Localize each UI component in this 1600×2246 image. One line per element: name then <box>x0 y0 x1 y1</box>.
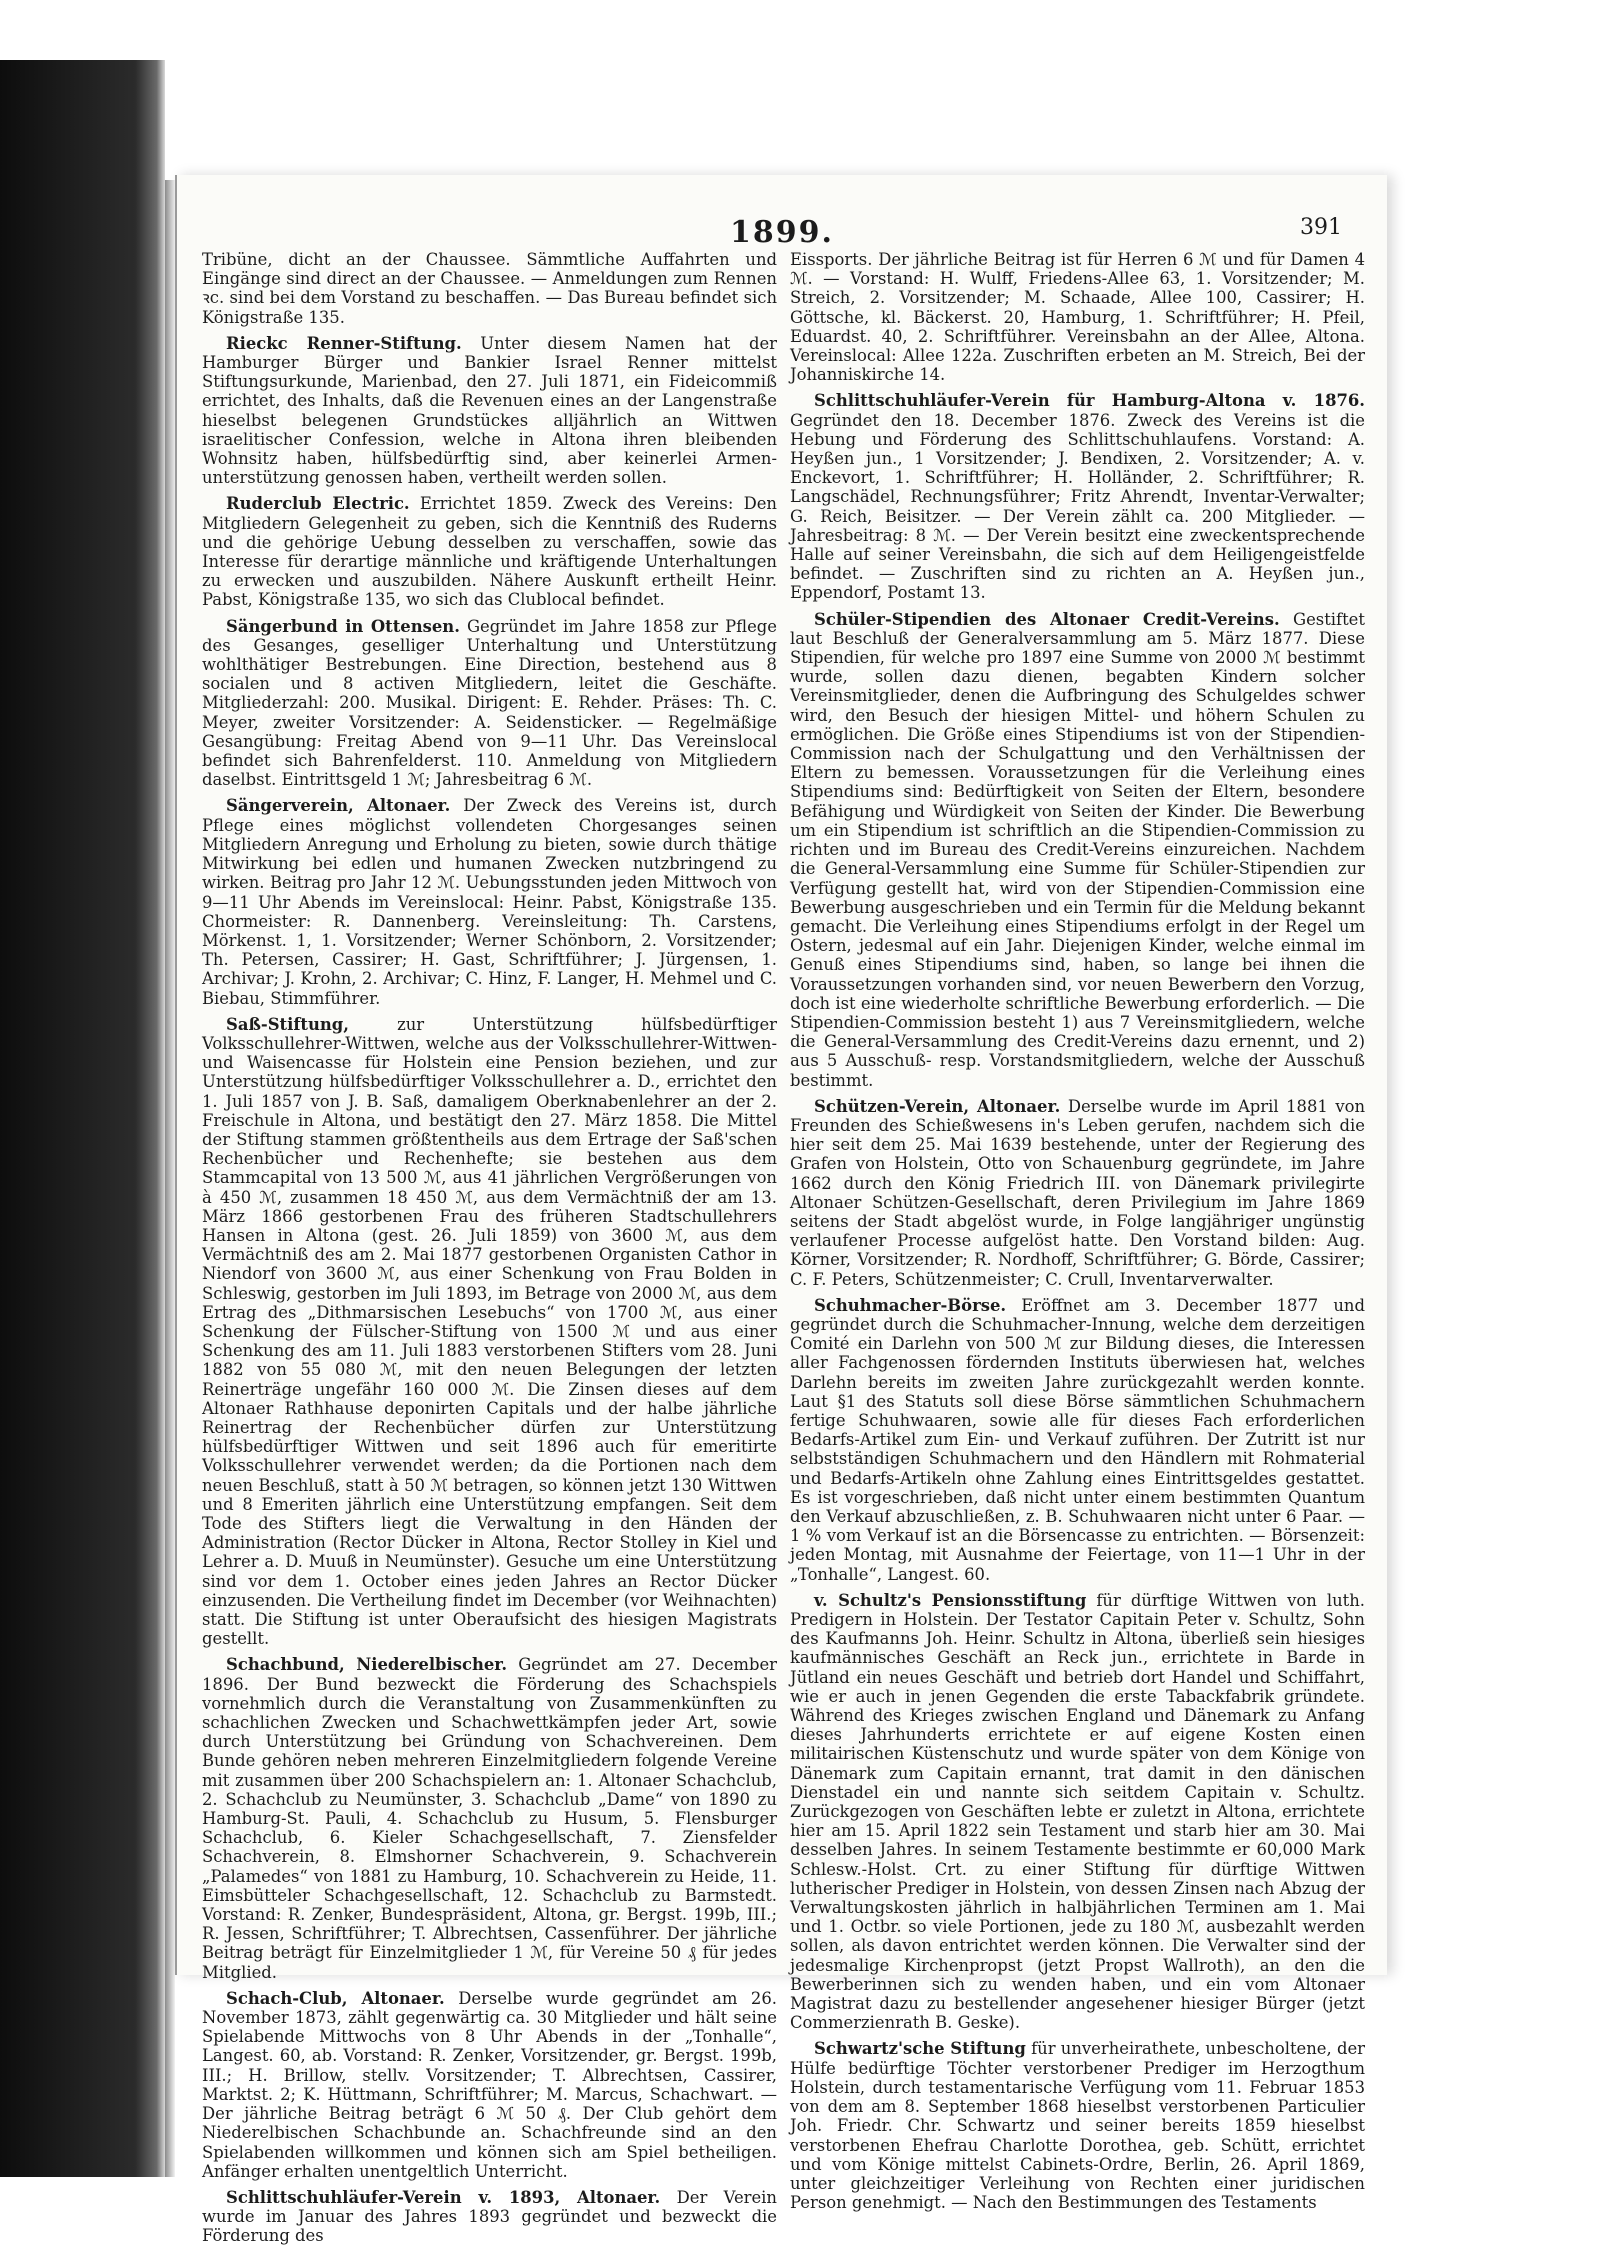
entry-text: für unverheirathete, unbescholtene, der Hülfe bedürftige Töchter verstorbener Prediger im Herzogthum Holstein, durch testamentarische Verfügung vom 11. Februar 1853 von dem am 8. September 1868 hieselbst verstorbenen Particulier Joh. Friedr. Chr. Schwartz und seiner bereits 1859 hieselbst verstorbenen Ehefrau Charlotte Dorothea, geb. Schütt, errichtet und vom Könige mittelst Cabinets-Ordre, Berlin, 26. April 1869, unter gleichzeitiger Verleihung von Rechten einer juridischen Person genehmigt. — Nach den Bestimmungen des Testaments <box>790 2039 1365 2213</box>
entry <box>790 2039 1365 2212</box>
entry <box>790 1097 1365 1289</box>
entry-title: Schlittschuhläufer-Verein v. 1893, Altonaer. <box>226 2187 661 2207</box>
entry-text: zur Unterstützung hülfsbedürftiger Volksschullehrer-Wittwen, welche aus der Volksschullehrer-Wittwen- und Waisencasse für Holstein eine Pension beziehen, und zur Unterstützung hülfsbedürftiger Volksschullehrer a. D., errichtet den 1. Juli 1857 von J. B. Saß, damaligem Oberknabenlehrer an der 2. Freischule in Altona, und bestätigt den 27. März 1858. Die Mittel der Stiftung stammen größtentheils aus dem Ertrage der Saß'schen Rechenbücher und Rechenhefte; sie bestehen aus dem Stammcapital von 13 500 ℳ, aus 41 jährlichen Vergrößerungen von à 450 ℳ, zusammen 18 450 ℳ, aus dem Vermächtniß der am 13. März 1866 gestorbenen Frau des früheren Stadtschullehrers Hansen in Altona (gest. 26. Juli 1859) von 3600 ℳ, aus dem Vermächtniß des am 2. Mai 1877 gestorbenen Organisten Cathor in Niendorf von 3600 ℳ, aus einer Schenkung von Frau Bolden in Schleswig, gestorben im Juli 1893, im Betrage von 2000 ℳ, aus dem Ertrag des „Dithmarsischen Lesebuchs“ von 1700 ℳ, aus einer Schenkung der Fülscher-Stiftung von 1500 ℳ und aus einer Schenkung des am 11. Juli 1883 verstorbenen Stifters vom 28. Juni 1882 von 55 080 ℳ, mit den neuen Belegungen der letzten Reinerträge ungefähr 160 000 ℳ. Die Zinsen dieses auf dem Altonaer Rathhause deponirten Capitals und der halbe jährliche Reinertrag der Rechenbücher dürfen zur Unterstützung hülfsbedürftiger Wittwen und seit 1896 auch für emeritirte Volksschullehrer verwendet werden; da die Portionen nach dem neuen Beschluß, statt à 50 ℳ betragen, so können jetzt 130 Wittwen und 8 Emeriten jährlich eine Unterstützung empfangen. Seit dem Tode des Stifters liegt die Verwaltung in den Händen der Administration (Rector Dücker in Altona, Rector Stolley in Kiel und Lehrer a. D. Muuß in Neumünster). Gesuche um eine Unterstützung sind vor dem 1. October eines jeden Jahres an Rector Dücker einzusenden. Die Vertheilung findet im December (vor Weihnachten) statt. Die Stiftung ist unter Oberaufsicht des hiesigen Magistrats gestellt. <box>202 1014 777 1649</box>
entry-title: Schützen-Verein, Altonaer. <box>814 1096 1061 1116</box>
entry-text: Tribüne, dicht an der Chaussee. Sämmtliche Auffahrten und Eingänge sind direct an der Chaussee. — Anmeldungen zum Rennen ꝛc. sind bei dem Vorstand zu beschaffen. — Das Bureau befindet sich Königstraße 135. <box>202 250 777 327</box>
entry <box>202 494 777 609</box>
right-column <box>790 250 1366 2213</box>
entry <box>202 334 777 488</box>
entry-title: v. Schultz's Pensionsstiftung <box>814 1590 1087 1610</box>
entry <box>790 610 1365 1090</box>
entry-text: Eissports. Der jährliche Beitrag ist für Herren 6 ℳ und für Damen 4 ℳ. — Vorstand: H. Wulff, Friedens-Allee 63, 1. Vorsitzender; M. Streich, 2. Vorsitzender; M. Schaade, Allee 100, Cassirer; H. Göttsche, kl. Bäckerst. 20, Hamburg, 1. Schriftführer; H. Pfeil, Eduardst. 40, 2. Schriftführer. Vereinsbahn an der Allee, Altona. Vereinslocal: Allee 122a. Zuschriften erbeten an M. Streich, Bei der Johanniskirche 14. <box>790 250 1365 385</box>
entry-title: Saß-Stiftung, <box>226 1014 349 1034</box>
entry-title: Schlittschuhläufer-Verein für Hamburg-Altona v. 1876. <box>814 391 1365 411</box>
entry-title: Sängerbund in Ottensen. <box>226 616 460 636</box>
entry-text: Der Verein wurde im Januar des Jahres 1893 gegründet und bezweckt die Förderung des <box>202 2187 777 2246</box>
entry-text: für dürftige Wittwen von luth. Predigern in Holstein. Der Testator Capitain Peter v. Schultz, Sohn des Kaufmanns Joh. Heinr. Schultz in Altona, überließ sein hiesiges kaufmännisches Geschäft an Reck jun., errichtete in Barde in Jütland ein neues Geschäft und betrieb dort Handel und Schiffahrt, wie er auch in jenen Gegenden die erste Tabackfabrik gründete. Während des Krieges zwischen England und Dänemark zu Anfang dieses Jahrhunderts errichtete er auf eigene Kosten einen militairischen Küstenschutz und wurde später von dem Könige von Dänemark zum Capitain ernannt, trat damit in den dänischen Dienstadel ein und nannte sich seitdem Capitain v. Schultz. Zurückgezogen von Geschäften lebte er zuletzt in Altona, errichtete hier am 15. April 1822 sein Testament und starb hier am 30. Mai desselben Jahres. In seinem Testamente bestimmte er 60,000 Mark Schlesw.-Holst. Crt. zu einer Stiftung für dürftige Wittwen lutherischer Prediger in Holstein, von dessen Zinsen nach Abzug der Verwaltungskosten jährlich in halbjährlichen Terminen am 1. Mai und 1. Octbr. so viele Portionen, jede zu 180 ℳ, ausbezahlt werden sollen, als davon entrichtet werden können. Die Verwalter sind der jedesmalige Kirchenpropst (jetzt Propst Wallroth), an den die Bewerberinnen sich zu wenden haben, und ein vom Altonaer Magistrat dazu zu bestellender angesehener hiesiger Bürger (jetzt Commerzienrath B. Geske). <box>790 1590 1365 2033</box>
entry-text: Errichtet 1859. Zweck des Vereins: Den Mitgliedern Gelegenheit zu geben, sich die Kenntniß des Ruderns und die gehörige Uebung desselben zu verschaffen, sowie das Interesse für derartige männliche und kräftigende Unterhaltungen zu erwecken und auszubilden. Nähere Auskunft ertheilt Heinr. Pabst, Königstraße 135, wo sich das Clublocal befindet. <box>202 494 777 610</box>
entry <box>790 1296 1365 1584</box>
scan-background <box>0 60 165 2177</box>
entry-text: Gegründet im Jahre 1858 zur Pflege des Gesanges, geselliger Unterhaltung und Unterstützung wohlthätiger Bestrebungen. Eine Direction, bestehend aus 8 socialen und 8 activen Mitgliedern, leitet die Geschäfte. Mitgliederzahl: 200. Musikal. Dirigent: E. Rehder. Präses: Th. C. Meyer, zweiter Vorsitzender: A. Seidensticker. — Regelmäßige Gesangübung: Freitag Abend von 9—11 Uhr. Das Vereinslocal befindet sich Bahrenfelderst. 110. Anmeldung von Mitgliedern daselbst. Eintrittsgeld 1 ℳ; Jahresbeitrag 6 ℳ. <box>202 616 777 790</box>
entry-text: Gestiftet laut Beschluß der Generalversammlung am 5. März 1877. Diese Stipendien, für welche pro 1897 eine Summe von 2000 ℳ bestimmt wurde, sollen dazu dienen, begabten Kindern solcher Vereinsmitglieder, denen die Aufbringung des Schulgeldes schwer wird, den Besuch der hiesigen Mittel- und höhern Schulen zu ermöglichen. Die Größe eines Stipendiums ist von der Stipendien-Commission nach der Schulgattung und den Verhältnissen der Eltern zu bemessen. Voraussetzungen für die Verleihung eines Stipendiums sind: Bedürftigkeit von Seiten der Eltern, besondere Befähigung und Würdigkeit von Seiten der Kinder. Die Bewerbung um ein Stipendium ist schriftlich an die Stipendien-Commission zu richten und im Bureau des Credit-Vereins einzureichen. Nachdem die General-Versammlung eine Summe für Schüler-Stipendien zur Verfügung gestellt hat, wird von der Stipendien-Commission eine Bewerbung ausgeschrieben und ein Termin für die Meldung bekannt gemacht. Die Verleihung eines Stipendiums erfolgt in der Regel um Ostern, jedesmal auf ein Jahr. Diejenigen Kinder, welche einmal im Genuß eines Stipendiums sind, haben, so lange bei ihnen die Voraussetzungen vorhanden sind, vor neuen Bewerbern den Vorzug, doch ist eine wiederholte schriftliche Bewerbung erforderlich. — Die Stipendien-Commission besteht 1) aus 7 Vereinsmitgliedern, welche die General-Versammlung des Credit-Vereins dazu ernennt, und 2) aus 5 Ausschuß- resp. Vorstandsmitgliedern, welche der Ausschuß bestimmt. <box>790 609 1365 1090</box>
page-number: 391 <box>1300 215 1342 240</box>
entry-title: Schuhmacher-Börse. <box>814 1295 1007 1315</box>
entry-title: Ruderclub Electric. <box>226 494 410 514</box>
entry <box>202 250 777 327</box>
entry-text: Gegründet am 27. December 1896. Der Bund bezweckt die Förderung des Schachspiels vornehmlich durch die Veranstaltung von Zusammenkünften zu schachlichen Zwecken und Schachwettkämpfen jeder Art, sowie durch Unterstützung bei Gründung von Schachvereinen. Dem Bunde gehören neben mehreren Einzelmitgliedern folgende Vereine mit zusammen über 200 Schachspielern an: 1. Altonaer Schachclub, 2. Schachclub zu Neumünster, 3. Schachclub „Dame“ von 1890 zu Hamburg-St. Pauli, 4. Schachclub zu Husum, 5. Flensburger Schachclub, 6. Kieler Schachgesellschaft, 7. Ziensfelder Schachverein, 8. Elmshorner Schachverein, 9. Schachverein „Palamedes“ von 1881 zu Hamburg, 10. Schachverein zu Heide, 11. Eimsbütteler Schachgesellschaft, 12. Schachclub zu Barmstedt. Vorstand: R. Zenker, Bundespräsident, Altona, gr. Bergst. 199b, III.; R. Jessen, Schriftführer; T. Albrechtsen, Cassenführer. Der jährliche Beitrag beträgt für Einzelmitglieder 1 ℳ, für Vereine 50 ₰ für jedes Mitglied. <box>202 1655 777 1982</box>
entry-title: Schach-Club, Altonaer. <box>226 1988 445 2008</box>
entry <box>790 1591 1365 2033</box>
entry-title: Schachbund, Niederelbischer. <box>226 1655 508 1675</box>
book-page <box>175 175 1387 2246</box>
entry <box>790 250 1365 384</box>
entry-text: Eröffnet am 3. December 1877 und gegründet durch die Schuhmacher-Innung, welche dem derzeitigen Comité ein Darlehn von 500 ℳ zur Bildung dieses, die Interessen aller Fachgenossen fördernden Instituts überwiesen hat, welches Darlehn bereits im zweiten Jahre zurückgezahlt werden konnte. Laut §1 des Statuts soll diese Börse sämmtlichen Schuhmachern fertige Schuhwaaren, sowie alle für dieses Fach erforderlichen Bedarfs-Artikel zum Ein- und Verkauf zuführen. Der Zutritt ist nur selbstständigen Schuhmachern und den Händlern mit Rohmaterial und Bedarfs-Artikeln ohne Zahlung eines Eintrittsgeldes gestattet. Es ist vorgeschrieben, daß nicht unter einem bestimmten Quantum den Verkauf abzuschließen, z. B. Schuhwaaren nicht unter 6 Paar. — 1 % vom Verkauf ist an die Börsencasse zu entrichten. — Börsenzeit: jeden Montag, mit Ausnahme der Feiertage, von 11—1 Uhr in der „Tonhalle“, Langest. 60. <box>790 1295 1365 1584</box>
entry-text: Derselbe wurde im April 1881 von Freunden des Schießwesens in's Leben gerufen, nachdem sich die hier seit dem 25. Mai 1639 bestehende, unter der Regierung des Grafen von Holstein, Otto von Schauenburg gegründete, im Jahre 1662 durch den König Friedrich III. von Dänemark privilegirte Altonaer Schützen-Gesellschaft, deren Privilegium im Jahre 1869 seitens der Stadt abgelöst wurde, in Folge langjähriger ungünstig verlaufener Processe aufgelöst hatte. Den Vorstand bilden: Aug. Körner, Vorsitzender; R. Nordhoff, Schriftführer; G. Börde, Cassirer; C. F. Peters, Schützenmeister; C. Crull, Inventarverwalter. <box>790 1096 1366 1289</box>
entry <box>202 796 777 1007</box>
entry <box>202 1989 777 2181</box>
entry-title: Schüler-Stipendien des Altonaer Credit-Vereins. <box>814 609 1280 629</box>
entry <box>202 1655 777 1981</box>
entry-text: Unter diesem Namen hat der Hamburger Bürger und Bankier Israel Renner mittelst Stiftungsurkunde, Marienbad, den 27. Juli 1871, ein Fideicommiß errichtet, des Inhalts, daß die Revenuen eines an der Langenstraße hieselbst belegenen Grundstückes alljährlich an Wittwen israelitischer Confession, welche in Altona ihren bleibenden Wohnsitz haben, hülfsbedürftig sind, aber keinerlei Armen-unterstützung genossen haben, vertheilt werden sollen. <box>202 333 777 488</box>
entry <box>202 617 777 790</box>
entry-text: Der Zweck des Vereins ist, durch Pflege eines möglichst vollendeten Chorgesanges seinen Mitgliedern Anregung und Erholung zu bieten, sowie durch thätige Mitwirkung bei edlen und humanen Zwecken nutzbringend zu wirken. Beitrag pro Jahr 12 ℳ. Uebungsstunden jeden Mittwoch von 9—11 Uhr Abends im Vereinslocal: Heinr. Pabst, Königstraße 135. Chormeister: R. Dannenberg. Vereinsleitung: Th. Carstens, Mörkenst. 1, 1. Vorsitzender; Werner Schönborn, 2. Vorsitzender; Th. Petersen, Cassirer; H. Gast, Schriftführer; J. Jürgensen, 1. Archivar; J. Krohn, 2. Archivar; C. Hinz, F. Langer, H. Mehmel und C. Biebau, Stimmführer. <box>202 796 777 1008</box>
entry <box>202 2188 777 2246</box>
entry-title: Rieckc Renner-Stiftung. <box>226 333 462 353</box>
entry <box>790 391 1365 602</box>
entry <box>202 1015 777 1649</box>
page-year-header: 1899. <box>730 215 834 250</box>
entry-title: Schwartz'sche Stiftung <box>814 2039 1026 2059</box>
entry-title: Sängerverein, Altonaer. <box>226 796 451 816</box>
left-column <box>202 250 777 2246</box>
book-spine <box>165 180 175 2177</box>
entry-text: Gegründet den 18. December 1876. Zweck des Vereins ist die Hebung und Förderung des Schlittschuhlaufens. Vorstand: A. Heyßen jun., 1 Vorsitzender; J. Bendixen, 2. Vorsitzender; A. v. Enckevort, 1. Schriftführer; H. Holländer, 2. Schriftführer; R. Langschädel, Rechnungsführer; Fritz Ahrendt, Inventar-Verwalter; G. Reich, Beisitzer. — Der Verein zählt ca. 200 Mitglieder. — Jahresbeitrag: 8 ℳ. — Der Verein besitzt eine zweckentsprechende Halle auf seiner Vereinsbahn, die sich auf dem Heiligengeistfelde befindet. — Zuschriften sind zu richten an A. Heyßen jun., Eppendorf, Postamt 13. <box>790 410 1365 603</box>
entry-text: Derselbe wurde gegründet am 26. November 1873, zählt gegenwärtig ca. 30 Mitglieder und hält seine Spielabende Mittwochs von 8 Uhr Abends in der „Tonhalle“, Langest. 60, ab. Vorstand: R. Zenker, Vorsitzender, gr. Bergst. 199b, III.; H. Brillow, stellv. Vorsitzender; T. Albrechtsen, Cassirer, Marktst. 2; K. Hüttmann, Schriftführer; M. Marcus, Schachwart. — Der jährliche Beitrag beträgt 6 ℳ 50 ₰. Der Club gehört dem Niederelbischen Schachbunde an. Schachfreunde sind an den Spielabenden willkommen und können sich am Spiel betheiligen. Anfänger erhalten unentgeltlich Unterricht. <box>202 1988 777 2181</box>
